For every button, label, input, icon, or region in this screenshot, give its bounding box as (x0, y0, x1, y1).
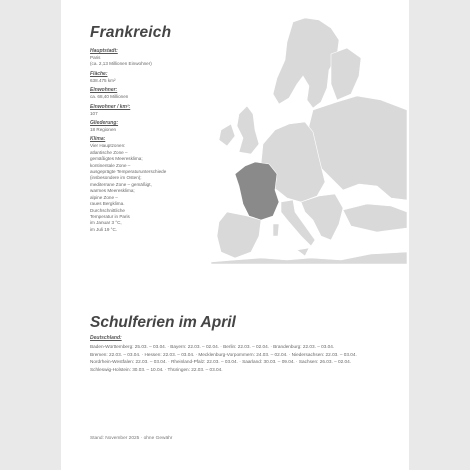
finland-shape (331, 48, 361, 100)
fact-value: Temperatur in Paris (90, 213, 130, 219)
holiday-line: Baden-Württemberg: 25.03. – 03.04. · Bayern: 22.03. – 02.04. · Berlin: 22.03. – 02.04. · Brandenburg: 22.03. – 03.04. (90, 344, 335, 349)
europe-landmass (211, 18, 407, 264)
fact-value: 638.475 km² (90, 77, 116, 83)
fact-value: Vier Hauptzonen: (90, 143, 126, 149)
holidays-section (90, 335, 390, 373)
fact-value: im Januar 3 °C, (90, 220, 122, 226)
fact-label: Einwohner / km²: (90, 103, 131, 110)
fact-label: Fläche: (90, 70, 108, 77)
great-britain-shape (237, 106, 259, 154)
country-title: Frankreich (90, 24, 172, 41)
fact-label: Gliederung: (90, 120, 119, 127)
fact-value: ausgeprägte Temperaturunterschiede (90, 169, 167, 175)
holiday-line: Bremen: 22.03. – 03.04. · Hessen: 22.03. – 03.04. · Mecklenburg-Vorpommern: 24.03. – 02.04. · Niedersachsen: 22.03. – 03.04. (90, 351, 357, 357)
fact-value: ca. 68,40 Millionen (90, 94, 129, 100)
fact-label: Klima: (90, 136, 106, 143)
fact-value: gemäßigtes Meeresklima; (90, 156, 143, 162)
holidays-region-label: Deutschland: (90, 335, 122, 341)
fact-value: Paris (90, 55, 101, 60)
sicily-shape (297, 248, 309, 256)
ireland-shape (219, 124, 235, 146)
iberia-shape (217, 212, 261, 258)
fact-label: Hauptstadt: (90, 48, 118, 54)
fact-value: atlantische Zone – (90, 149, 128, 155)
france-shape (235, 162, 279, 220)
sardinia-shape (273, 224, 279, 236)
holiday-line: Schleswig-Holstein: 30.03. – 10.04. · Thüringen: 22.03. – 03.04. (90, 366, 223, 372)
holidays-heading: Schulferien im April (90, 314, 236, 331)
fact-value: mediterrane Zone – gemäßigt, (90, 181, 152, 187)
fact-value: warmes Meeresklima; (90, 188, 135, 194)
fact-value: (insbesondere im Osten); (90, 175, 142, 181)
fact-value: (ca. 2,13 Millionen Einwohner) (90, 61, 152, 67)
fact-value: 107 (90, 110, 98, 116)
holiday-line: Nordrhein-Westfalen: 22.03. – 03.04. · Rheinland-Pfalz: 22.03. – 03.04. · Saarland: 30.03. – 09.04. · Sachsen: 26.03. – 02.04. (90, 359, 352, 365)
holidays-lines (90, 343, 390, 373)
fact-value: alpine Zone – (90, 194, 118, 200)
scandinavia-shape (273, 18, 339, 108)
fact-value: kontinentale Zone – (90, 162, 131, 168)
fact-value: raues Bergklima. (90, 201, 125, 207)
calendar-page (61, 0, 409, 470)
fact-value: im Juli 19 °C. (90, 226, 118, 232)
fact-value: Durchschnittliche (90, 207, 125, 213)
europe-map (181, 14, 409, 264)
fact-value: 18 Regionen (90, 127, 117, 133)
fact-label: Einwohner: (90, 87, 118, 94)
turkey-shape (343, 204, 407, 232)
footer-note: Stand: November 2025 · ohne Gewähr (90, 436, 173, 441)
